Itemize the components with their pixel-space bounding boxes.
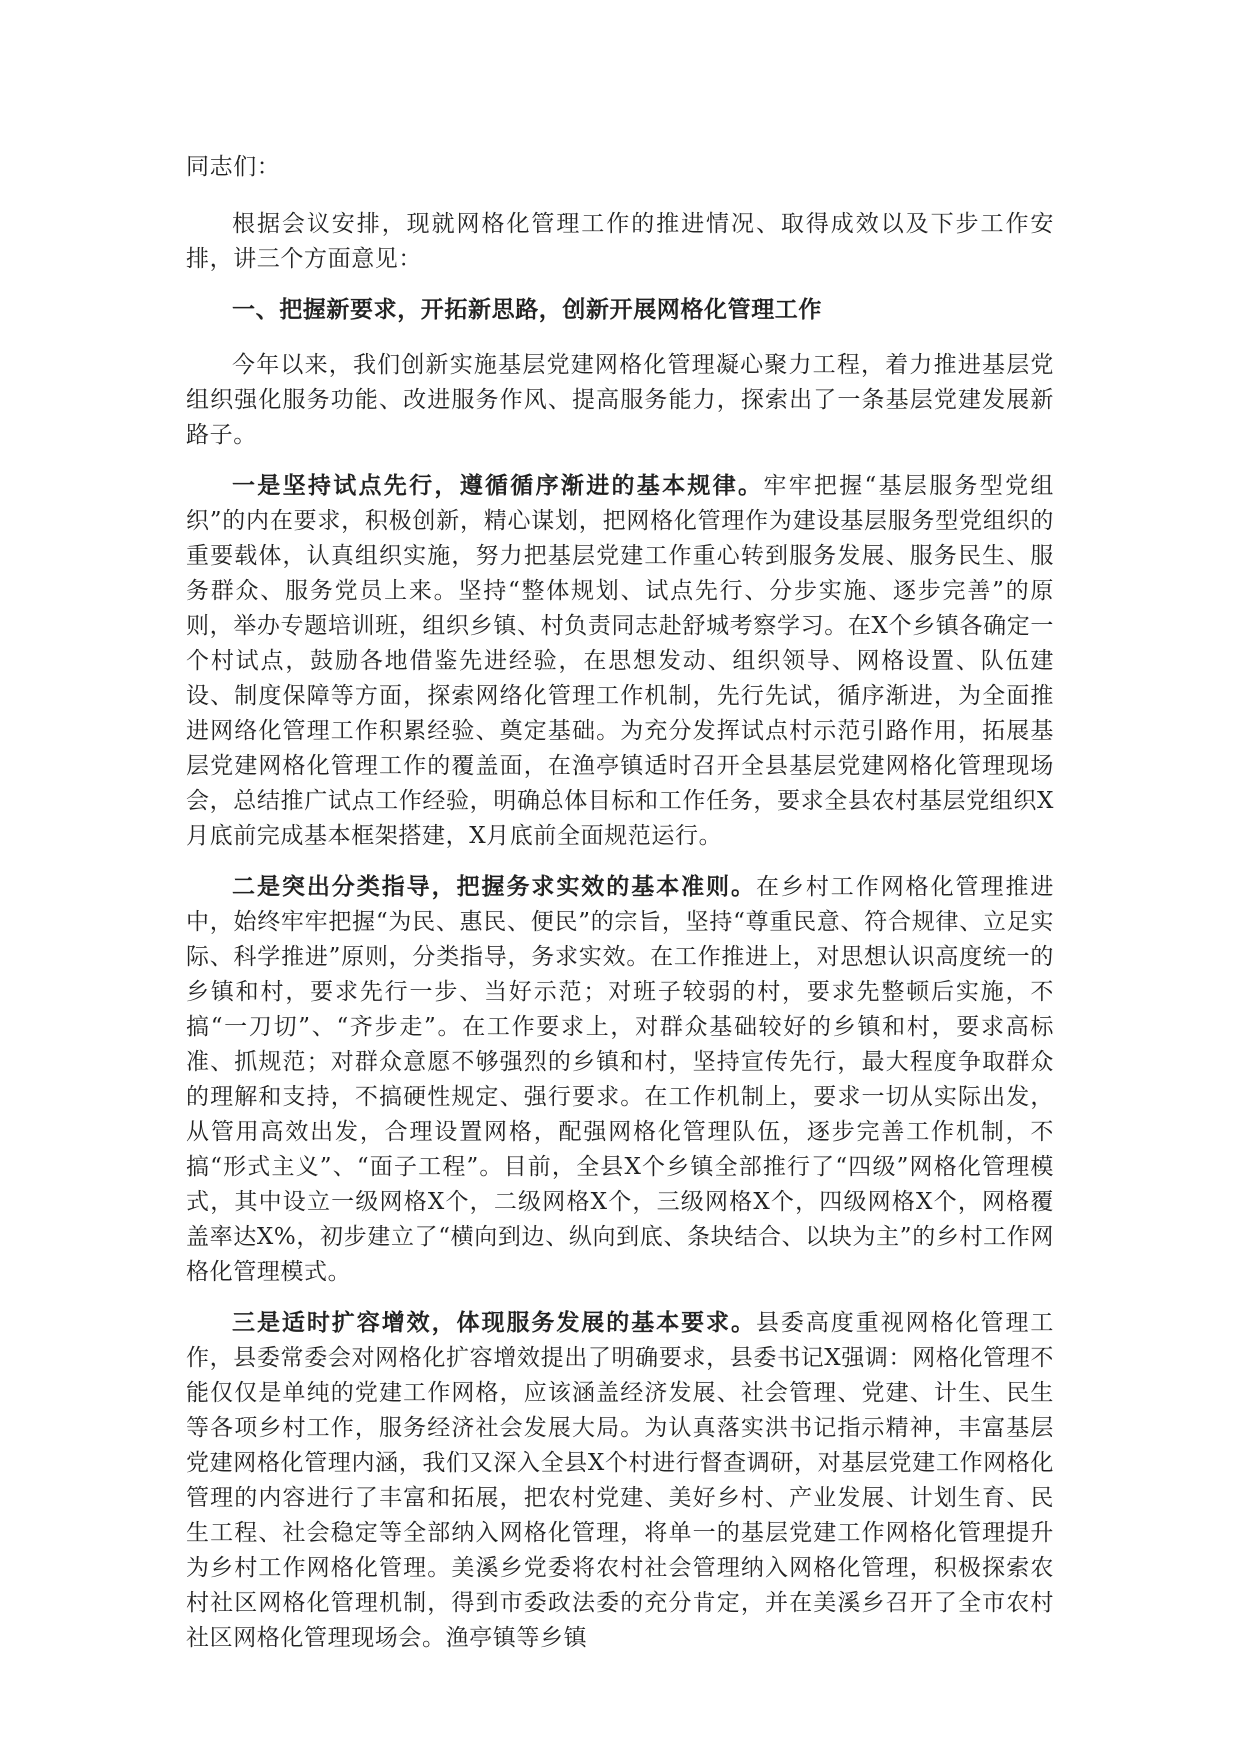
document-page xyxy=(186,150,1054,1672)
point-body-1: 牢牢把握“基层服务型党组织”的内在要求，积极创新，精心谋划，把网格化管理作为建设基层服务型党组织的重要载体，认真组织实施，努力把基层党建工作重心转到服务发展、服务民生、服务群众、服务党员上来。坚持“整体规划、试点先行、分步实施、逐步完善”的原则，举办专题培训班，组织乡镇、村负责同志赴舒城考察学习。在X个乡镇各确定一个村试点，鼓励各地借鉴先进经验，在思想发动、组织领导、网格设置、队伍建设、制度保障等方面，探索网络化管理工作机制，先行先试，循序渐进，为全面推进网络化管理工作积累经验、奠定基础。为充分发挥试点村示范引路作用，拓展基层党建网格化管理工作的覆盖面，在渔亭镇适时召开全县基层党建网格化管理现场会，总结推广试点工作经验，明确总体目标和工作任务，要求全县农村基层党组织X月底前完成基本框架搭建，X月底前全面规范运行。 xyxy=(186,473,1054,849)
section-heading: 一、把握新要求，开拓新思路，创新开展网格化管理工作 xyxy=(232,297,822,323)
point-paragraph-2 xyxy=(186,870,1054,1290)
point-lead-1: 一是坚持试点先行，遵循循序渐进的基本规律。 xyxy=(232,473,764,499)
section-intro-paragraph: 今年以来，我们创新实施基层党建网格化管理凝心聚力工程，着力推进基层党组织强化服务功能、改进服务作风、提高服务能力，探索出了一条基层党建发展新路子。 xyxy=(186,352,1054,448)
intro-paragraph: 根据会议安排，现就网格化管理工作的推进情况、取得成效以及下步工作安排，讲三个方面意见： xyxy=(186,211,1054,272)
point-body-3: 县委高度重视网格化管理工作，县委常委会对网格化扩容增效提出了明确要求，县委书记X强调：网格化管理不能仅仅是单纯的党建工作网格，应该涵盖经济发展、社会管理、党建、计生、民生等各项乡村工作，服务经济社会发展大局。为认真落实洪书记指示精神，丰富基层党建网格化管理内涵，我们又深入全县X个村进行督查调研，对基层党建工作网格化管理的内容进行了丰富和拓展，把农村党建、美好乡村、产业发展、计划生育、民生工程、社会稳定等全部纳入网格化管理，将单一的基层党建工作网格化管理提升为乡村工作网格化管理。美溪乡党委将农村社会管理纳入网格化管理，积极探索农村社区网格化管理机制，得到市委政法委的充分肯定，并在美溪乡召开了全市农村社区网格化管理现场会。渔亭镇等乡镇 xyxy=(186,1310,1054,1651)
point-body-2: 在乡村工作网格化管理推进中，始终牢牢把握“为民、惠民、便民”的宗旨，坚持“尊重民意、符合规律、立足实际、科学推进”原则，分类指导，务求实效。在工作推进上，对思想认识高度统一的乡镇和村，要求先行一步、当好示范；对班子较弱的村，要求先整顿后实施，不搞“一刀切”、“齐步走”。在工作要求上，对群众基础较好的乡镇和村，要求高标准、抓规范；对群众意愿不够强烈的乡镇和村，坚持宣传先行，最大程度争取群众的理解和支持，不搞硬性规定、强行要求。在工作机制上，要求一切从实际出发，从管用高效出发，合理设置网格，配强网格化管理队伍，逐步完善工作机制，不搞“形式主义”、“面子工程”。目前，全县X个乡镇全部推行了“四级”网格化管理模式，其中设立一级网格X个，二级网格X个，三级网格X个，四级网格X个，网格覆盖率达X%，初步建立了“横向到边、纵向到底、条块结合、以块为主”的乡村工作网格化管理模式。 xyxy=(186,874,1054,1285)
point-paragraph-3 xyxy=(186,1306,1054,1656)
point-lead-2: 二是突出分类指导，把握务求实效的基本准则。 xyxy=(232,874,756,900)
salutation: 同志们： xyxy=(186,154,281,180)
point-paragraph-1 xyxy=(186,469,1054,854)
point-lead-3: 三是适时扩容增效，体现服务发展的基本要求。 xyxy=(232,1310,756,1336)
